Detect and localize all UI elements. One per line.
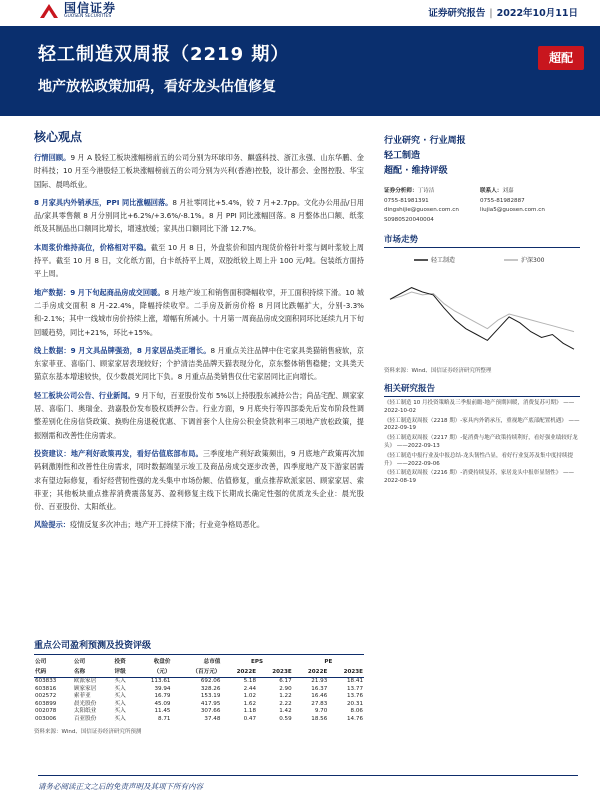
page-footer — [0, 768, 600, 800]
table-cell: 18.41 — [346, 678, 363, 684]
key-point-text: 8 月地产竣工和销售面积降幅收窄，开工面积持续下滑。10 城二手房成交面积 8 月-22.4%，降幅持续收窄。二手房及新房价格 8 月同比跌幅扩大，分别-3.3%和-2.1%；其中一线城市房价持续上涨，增幅有所减小。十月第一周商品房成交面积同环比延续九月下旬回暖趋势，同比+21%，环比+15%。 — [34, 287, 364, 337]
key-point-lead: 风险提示： — [34, 520, 70, 530]
analyst1-phone: 0755-81981391 — [384, 197, 429, 204]
table-cell: 37.48 — [204, 715, 221, 722]
table-cell: 16.37 — [311, 685, 328, 692]
footer-disclaimer: 请务必阅读正文之后的免责声明及其项下所有内容 — [38, 782, 203, 791]
table-cell: 欧派家居 — [73, 678, 97, 684]
table-cell: 11.45 — [154, 708, 171, 715]
analyst2-phone: 0755-81982887 — [480, 197, 525, 204]
report-header — [0, 0, 600, 26]
table-header-cell: 2022E — [221, 667, 257, 678]
table-header-cell: 评级 — [114, 667, 136, 678]
table-cell: 328.26 — [200, 685, 221, 692]
title-banner — [0, 26, 600, 116]
table-cell: 买入 — [114, 715, 126, 722]
table-cell: 5.18 — [243, 678, 257, 684]
key-point-text: 截至 10 月 8 日，外盘浆价和国内现货价格针叶浆与阔叶浆较上周持平。截至 10 月 8 日，文化纸方面，白卡纸持平上周，双胶纸较上周上升 100 元/吨。包装纸方面持平上周。 — [34, 242, 364, 279]
legend-label: 轻工制造 — [431, 257, 456, 264]
table-title: 重点公司盈利预测及投资评级 — [34, 638, 364, 655]
table-cell: 153.19 — [200, 693, 221, 700]
section-title: 核心观点 — [34, 130, 83, 144]
report-title: 轻工制造双周报（2219 期） — [38, 44, 290, 65]
table-cell: 18.56 — [311, 715, 328, 722]
key-point-text: 8 月重点关注品牌中住宅家具类猫销售疲软，京东家菲亚、喜临门、顾家家居表现较好；个护清洁类品牌天猫表现分化，京东整体销售稳健；文具类天猫京东基本增速较快，仅少数晨光同比下负。8 月重点品类销售仅仕宅家居同比正向增长。 — [34, 345, 364, 382]
table-header-cell: 投资 — [114, 659, 126, 665]
table-cell: 1.22 — [279, 693, 292, 700]
table-cell: 113.61 — [150, 678, 171, 684]
key-point-paragraph — [34, 447, 364, 513]
table-cell: 003006 — [35, 715, 57, 722]
key-point-lead: 地产数据：9 月下旬起商品房成交回暖。 — [34, 287, 165, 297]
table-cell: 8.06 — [350, 708, 363, 715]
key-point-lead: 线上数据：9 月文具品牌强劲，8 月家居品类正增长。 — [34, 345, 211, 355]
table-header-cell: （元） — [136, 667, 172, 678]
table-cell: 索菲亚 — [73, 693, 91, 700]
table-cell: 417.95 — [200, 700, 221, 707]
related-report-link[interactable]: 《轻工制造中报行业及中报总结-龙头韧性凸显，看好行业复苏及集中度持续提升》 ——2022-09-06 — [384, 452, 573, 467]
key-point-paragraph — [34, 344, 364, 384]
table-row — [34, 708, 364, 716]
legend-label: 沪深300 — [521, 257, 545, 264]
table-cell: 买入 — [114, 678, 126, 684]
industry-name: 轻工制造 — [384, 151, 421, 161]
table-header-cell: 收盘价 — [153, 659, 171, 665]
earnings-forecast-table — [34, 657, 364, 724]
earnings-forecast-section — [34, 638, 364, 735]
table-cell: 0.59 — [279, 715, 292, 722]
market-trend-chart — [384, 252, 580, 364]
related-reports-list — [384, 400, 580, 486]
key-point-lead: 8 月家具内外销承压，PPI 同比涨幅回落。 — [34, 197, 173, 207]
chart-source: 资料来源：Wind、国信证券经济研究所整理 — [384, 368, 492, 374]
key-points — [34, 151, 364, 532]
logo-cn-text: 国信证券 — [64, 1, 117, 16]
analyst1-cert: S0980520040004 — [384, 216, 434, 223]
table-cell: 16.46 — [311, 693, 328, 700]
related-report-link[interactable]: 《轻工制造 10 月投资策略及三季报前瞻-地产预期回暖，消费复苏可期》 ——2022-10-02 — [384, 400, 575, 414]
key-point-paragraph — [34, 196, 364, 236]
table-cell: 8.71 — [157, 715, 171, 722]
report-type: 证券研究报告 — [428, 8, 486, 19]
company-logo — [38, 0, 116, 22]
key-point-lead: 行情回顾。 — [34, 153, 71, 162]
footer-divider — [38, 775, 578, 776]
report-meta — [428, 5, 578, 19]
table-cell: 16.79 — [154, 693, 171, 700]
rating-badge: 超配 — [538, 46, 584, 70]
key-point-paragraph — [34, 389, 364, 442]
table-cell: 0.47 — [243, 715, 257, 722]
key-point-paragraph — [34, 151, 364, 191]
analyst-info — [384, 187, 580, 225]
table-cell: 6.17 — [279, 678, 292, 684]
table-header-cell: 公司 — [35, 659, 47, 665]
table-cell: 2.22 — [279, 700, 292, 707]
main-content — [34, 128, 364, 537]
key-point-lead: 投资建议：地产利好政策再发，看好估值底部布局。 — [34, 448, 203, 458]
analyst2-name: 刘嘉 — [502, 188, 514, 194]
key-point-paragraph — [34, 241, 364, 281]
table-row — [34, 678, 364, 686]
table-cell: 1.62 — [243, 700, 257, 707]
key-point-text: 9 月下旬，百亚股份发布 5%以上持股股东减持公告；尚品宅配、顾家家居、喜临门、奥瑞金、劲嘉股份发布股权质押公告。行业方面，9 月底央行等四部委先后发布阶段性调整差别化住房信贷政策、换购住房退税优惠、下调首套个人住房公积金贷款利率三项地产放松政策，提振刚需和改善性住房需求。 — [34, 390, 364, 440]
table-cell: 002078 — [35, 708, 57, 715]
table-cell: 2.44 — [243, 685, 257, 692]
table-cell: 买入 — [114, 708, 126, 715]
table-cell: 太阳纸业 — [73, 708, 97, 715]
sidebar — [384, 134, 580, 488]
logo-en-text: GUOSEN SECURITIES — [64, 14, 112, 20]
key-point-lead: 轻工板块公司公告、行业新闻。 — [34, 390, 135, 400]
related-report-link[interactable]: 《轻工制造双周报（2218 期）-家具内外销承压，重视地产底部配置机遇》 ——2022-09-19 — [384, 417, 580, 432]
table-cell: 603816 — [35, 685, 57, 692]
key-point-paragraph — [34, 286, 364, 339]
table-cell: 1.18 — [243, 708, 257, 715]
table-header-row — [34, 667, 364, 678]
table-cell: 20.31 — [346, 700, 363, 707]
analyst2-email: liujia5@guosen.com.cn — [480, 207, 545, 213]
analyst2-label: 联系人： — [480, 188, 503, 194]
table-cell: 9.70 — [314, 708, 328, 715]
table-cell: 21.93 — [311, 678, 328, 684]
table-row — [34, 693, 364, 701]
series-line — [390, 292, 574, 332]
table-header-cell: 2023E — [328, 667, 364, 678]
related-reports-title: 相关研究报告 — [384, 382, 580, 397]
key-point-paragraph — [34, 518, 364, 531]
table-cell: 13.77 — [346, 685, 363, 692]
related-report-link[interactable]: 《轻工制造双周报（2216 期）-消费持续复苏，家居龙头中报彰显韧性》 ——2022-08-19 — [384, 470, 574, 485]
key-point-text: 9 月 A 股轻工板块涨幅榜前五的公司分别为环球印务、麒盛科技、浙江永强、山东华鹏、金时科技；10 月至今港股轻工板块涨幅榜前五的公司分别为兴利(香港)控股，设计都会、金图控股、华宝国际、晨鸣纸业。 — [34, 153, 364, 189]
analyst1-email: dingshijie@guosen.com.cn — [384, 207, 459, 213]
report-subtitle: 地产放松政策加码，看好龙头估值修复 — [38, 79, 276, 95]
table-header-cell: 总市值 — [203, 659, 221, 665]
table-cell: 603833 — [35, 678, 57, 684]
table-cell: 晨光股份 — [73, 700, 97, 707]
key-point-text: 三季度地产利好政策频出，9 月底地产政策再次加码刺激刚性和改善性住房需求，同时数据端显示竣工及商品房成交逐步改善，四季度地产及下游家居需求有望边际修复，看好经营韧性强的龙头集中市场份额、估值修复，重点推荐欧派家居、顾家家居、索菲亚；其他板块重点推荐消费震荡复苏、盈利修复主线下长期成长确定性强的优质龙头企业：晨光股份、百亚股份、太阳纸业。 — [34, 448, 364, 512]
table-row — [34, 716, 364, 724]
table-header-cell: 公司 — [73, 659, 86, 665]
table-cell: 2.90 — [279, 685, 292, 692]
key-point-lead: 本周浆价维持高位，价格相对平稳。 — [34, 242, 151, 252]
table-cell: 692.06 — [200, 678, 221, 684]
table-header-cell: EPS — [251, 659, 263, 665]
table-cell: 1.42 — [279, 708, 292, 715]
analyst1-label: 证券分析师： — [384, 188, 418, 194]
table-header-cell: （百万元） — [171, 667, 221, 678]
key-point-text: 疫情反复多次冲击；地产开工持续下滑；行业竞争格局恶化。 — [69, 520, 265, 530]
rating-label: 超配 · 维持评级 — [384, 166, 448, 176]
table-cell: 14.76 — [346, 715, 363, 722]
chart-svg — [384, 252, 580, 364]
industry-research-label: 行业研究 · 行业周报 — [384, 136, 466, 146]
table-cell: 307.66 — [200, 708, 221, 715]
table-source-note: 资料来源：Wind、国信证券经济研究所预测 — [34, 728, 142, 735]
table-cell: 39.94 — [154, 685, 171, 692]
table-cell: 1.02 — [243, 693, 257, 700]
table-cell: 买入 — [114, 700, 126, 707]
table-cell: 顾家家居 — [73, 685, 97, 692]
table-header-row — [34, 657, 364, 667]
related-report-link[interactable]: 《轻工制造双周报（2217 期）-促消费与地产政策持续利好，看好强业绩较好龙头》 ——2022-09-13 — [384, 435, 578, 449]
key-point-text: 8 月社零同比+5.4%，较 7 月+2.7pp。文化办公用品/日用品/家具零售额 8 月分别同比+6.2%/+3.6%/-8.1%。8 月 PPI 同比涨幅回落。8 月整体出口额、纸浆纸及其制品出口额同比增长，增速放缓；家具出口额同比下滑 12.7%。 — [34, 197, 364, 234]
report-date: 2022年10月11日 — [496, 8, 578, 19]
table-header-cell: PE — [324, 659, 333, 665]
table-header-cell: 名称 — [73, 667, 114, 678]
table-cell: 603899 — [35, 700, 57, 707]
table-cell: 27.83 — [311, 700, 328, 707]
table-cell: 45.09 — [154, 700, 171, 707]
table-header-cell: 2023E — [257, 667, 293, 678]
analyst1-name: 丁诗洁 — [417, 188, 435, 194]
table-header-cell: 2022E — [293, 667, 329, 678]
chart-title: 市场走势 — [384, 233, 580, 248]
meta-separator: | — [489, 8, 493, 19]
table-cell: 买入 — [114, 693, 126, 700]
series-line — [390, 288, 574, 350]
table-cell: 买入 — [114, 685, 126, 692]
guosen-logo-icon — [38, 2, 60, 20]
table-cell: 百亚股份 — [73, 715, 97, 722]
table-cell: 002572 — [35, 693, 57, 700]
table-cell: 13.76 — [346, 693, 363, 700]
table-header-cell: 代码 — [34, 667, 73, 678]
